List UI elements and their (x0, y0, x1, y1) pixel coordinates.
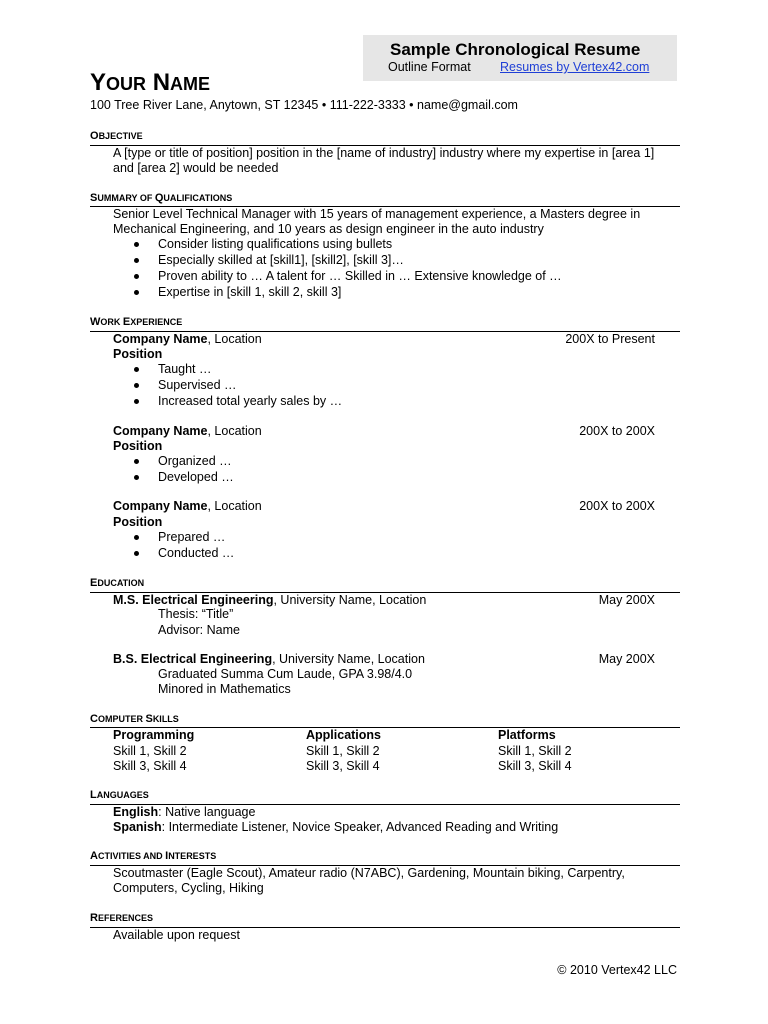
bullet-icon (134, 258, 139, 263)
vertex42-link[interactable]: Resumes by Vertex42.com (500, 60, 650, 74)
objective-line: and [area 2] would be needed (113, 161, 279, 175)
bullet-icon (134, 383, 139, 388)
education-detail: Thesis: “Title” (158, 607, 234, 621)
copyright-footer: © 2010 Vertex42 LLC (557, 963, 677, 977)
education-heading: EDUCATION (90, 577, 145, 589)
job-company: Company Name, Location (113, 424, 262, 438)
job-bullet: Supervised … (158, 378, 237, 392)
summary-bullet: Proven ability to … A talent for … Skilled in … Extensive knowledge of … (158, 269, 562, 283)
activities-heading: ACTIVITIES AND INTERESTS (90, 850, 217, 862)
bullet-icon (134, 242, 139, 247)
bullet-icon (134, 459, 139, 464)
skills-cell: Skill 1, Skill 2 (498, 744, 572, 758)
education-degree: B.S. Electrical Engineering, University Name, Location (113, 652, 425, 666)
job-bullet: Increased total yearly sales by … (158, 394, 343, 408)
job-position: Position (113, 439, 163, 453)
job-dates: 200X to 200X (579, 424, 655, 438)
job-bullet: Developed … (158, 470, 234, 484)
language-item: English: Native language (113, 805, 256, 819)
education-date: May 200X (598, 593, 655, 607)
resume-name (90, 68, 210, 99)
bullet-icon (134, 535, 139, 540)
bullet-icon (134, 367, 139, 372)
job-position: Position (113, 347, 163, 361)
bullet-icon (134, 399, 139, 404)
languages-heading: LANGUAGES (90, 789, 149, 801)
skills-cell: Skill 3, Skill 4 (306, 759, 380, 773)
job-bullet: Taught … (158, 362, 212, 376)
header-title: Sample Chronological Resume (390, 40, 641, 59)
education-date: May 200X (598, 652, 655, 666)
skills-column-title: Programming (113, 728, 195, 742)
header-box (363, 35, 677, 81)
skills-column-title: Applications (306, 728, 382, 742)
contact-line: 100 Tree River Lane, Anytown, ST 12345 • 111-222-3333 • name@gmail.com (90, 98, 518, 112)
objective-line: A [type or title of position] position in the [name of industry] industry where my expertise in [area 1] (113, 146, 655, 160)
activities-line: Computers, Cycling, Hiking (113, 881, 264, 895)
job-dates: 200X to 200X (579, 499, 655, 513)
skills-column-title: Platforms (498, 728, 556, 742)
job-position: Position (113, 515, 163, 529)
references-heading: REFERENCES (90, 912, 153, 924)
bullet-icon (134, 475, 139, 480)
name-rest: AME (170, 74, 211, 94)
summary-line: Mechanical Engineering, and 10 years as design engineer in the auto industry (113, 222, 544, 236)
name-initial: N (152, 69, 171, 96)
education-detail: Advisor: Name (158, 623, 240, 637)
job-company: Company Name, Location (113, 332, 262, 346)
references-text: Available upon request (113, 928, 240, 942)
header-subtitle: Outline Format (388, 60, 471, 74)
skills-cell: Skill 1, Skill 2 (306, 744, 380, 758)
work-heading: WORK EXPERIENCE (90, 316, 183, 328)
job-bullet: Conducted … (158, 546, 235, 560)
summary-bullet: Especially skilled at [skill1], [skill2], [skill 3]… (158, 253, 404, 267)
job-bullet: Prepared … (158, 530, 226, 544)
name-initial: Y (90, 69, 107, 96)
education-detail: Minored in Mathematics (158, 682, 291, 696)
bullet-icon (134, 551, 139, 556)
summary-bullet: Consider listing qualifications using bullets (158, 237, 393, 251)
job-dates: 200X to Present (565, 332, 655, 346)
job-bullet: Organized … (158, 454, 232, 468)
skills-cell: Skill 1, Skill 2 (113, 744, 187, 758)
activities-line: Scoutmaster (Eagle Scout), Amateur radio (N7ABC), Gardening, Mountain biking, Carpentry, (113, 866, 625, 880)
job-company: Company Name, Location (113, 499, 262, 513)
summary-bullet: Expertise in [skill 1, skill 2, skill 3] (158, 285, 342, 299)
objective-heading: OBJECTIVE (90, 130, 143, 142)
skills-cell: Skill 3, Skill 4 (113, 759, 187, 773)
bullet-icon (134, 290, 139, 295)
education-degree: M.S. Electrical Engineering, University Name, Location (113, 593, 427, 607)
skills-cell: Skill 3, Skill 4 (498, 759, 572, 773)
bullet-icon (134, 274, 139, 279)
name-rest: OUR (106, 74, 147, 94)
skills-heading: COMPUTER SKILLS (90, 713, 179, 725)
summary-line: Senior Level Technical Manager with 15 years of management experience, a Masters degree in (113, 207, 641, 221)
language-item: Spanish: Intermediate Listener, Novice Speaker, Advanced Reading and Writing (113, 820, 559, 834)
summary-heading: SUMMARY OF QUALIFICATIONS (90, 192, 233, 204)
education-detail: Graduated Summa Cum Laude, GPA 3.98/4.0 (158, 667, 413, 681)
